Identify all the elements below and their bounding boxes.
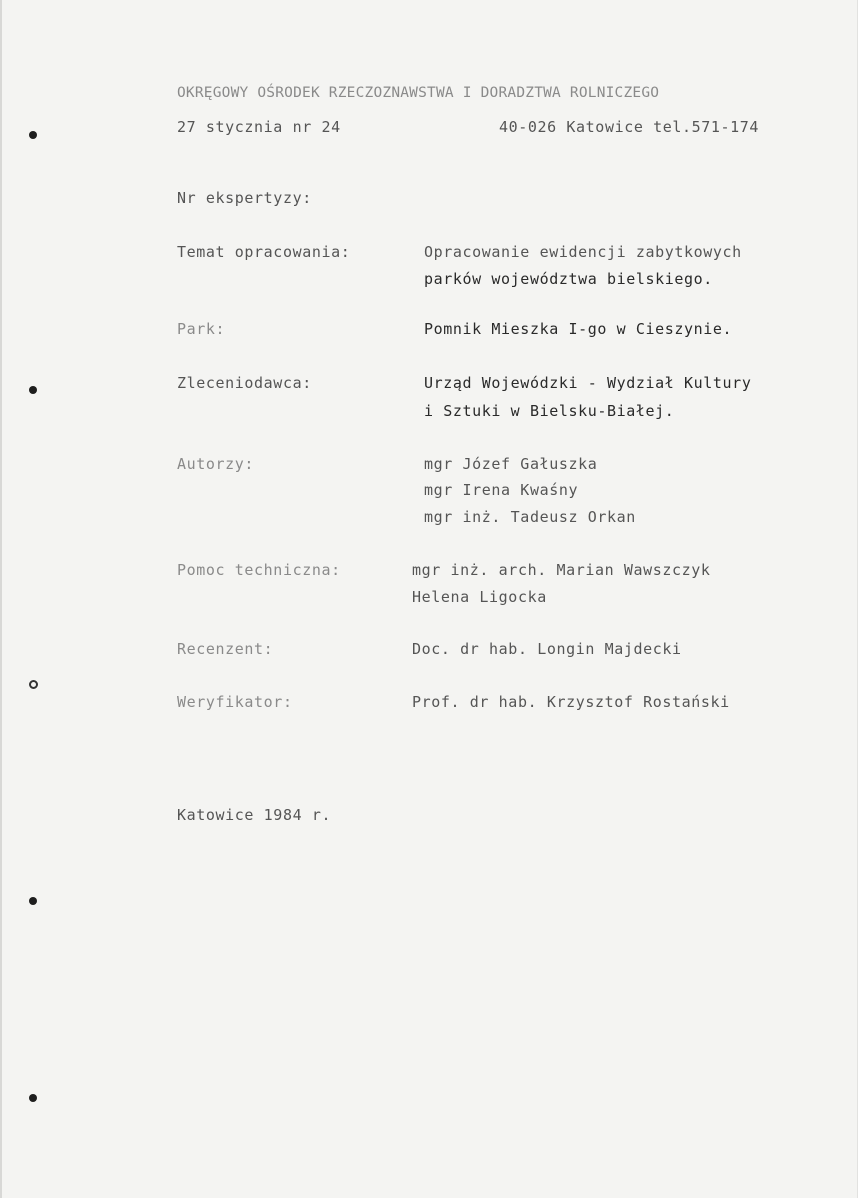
field-value-topic-line-1: Opracowanie ewidencji zabytkowych xyxy=(424,243,742,261)
field-value-client-line-2: i Sztuki w Bielsku-Białej. xyxy=(424,402,675,420)
expertise-number-label: Nr ekspertyzy: xyxy=(177,189,312,207)
punch-hole xyxy=(29,1094,37,1102)
field-label-reviewer: Recenzent: xyxy=(177,640,274,658)
field-label-authors: Autorzy: xyxy=(177,455,255,473)
field-label-park: Park: xyxy=(177,320,226,338)
field-label-topic: Temat opracowania: xyxy=(177,243,351,261)
punch-hole xyxy=(29,680,38,689)
punch-hole xyxy=(29,897,37,905)
field-value-author-1: mgr Józef Gałuszka xyxy=(424,455,598,473)
field-value-topic-line-2: parków województwa bielskiego. xyxy=(424,270,713,288)
field-value-verifier: Prof. dr hab. Krzysztof Rostański xyxy=(412,693,730,711)
field-value-reviewer: Doc. dr hab. Longin Majdecki xyxy=(412,640,682,658)
punch-hole xyxy=(29,131,37,139)
field-label-client: Zleceniodawca: xyxy=(177,374,312,392)
place-and-date: Katowice 1984 r. xyxy=(177,806,332,824)
institution-name: OKRĘGOWY OŚRODEK RZECZOZNAWSTWA I DORADZTWA ROLNICZEGO xyxy=(177,85,660,101)
address-street: 27 stycznia nr 24 xyxy=(177,118,341,136)
field-value-park: Pomnik Mieszka I-go w Cieszynie. xyxy=(424,320,733,338)
field-label-verifier: Weryfikator: xyxy=(177,693,293,711)
field-value-client-line-1: Urząd Wojewódzki - Wydział Kultury xyxy=(424,374,752,392)
field-value-author-3: mgr inż. Tadeusz Orkan xyxy=(424,508,636,526)
field-label-technical-help: Pomoc techniczna: xyxy=(177,561,341,579)
address-city-phone: 40-026 Katowice tel.571-174 xyxy=(499,118,760,136)
field-value-technical-help-1: mgr inż. arch. Marian Wawszczyk xyxy=(412,561,711,579)
field-value-author-2: mgr Irena Kwaśny xyxy=(424,481,579,499)
field-value-technical-help-2: Helena Ligocka xyxy=(412,588,547,606)
punch-hole xyxy=(29,386,37,394)
